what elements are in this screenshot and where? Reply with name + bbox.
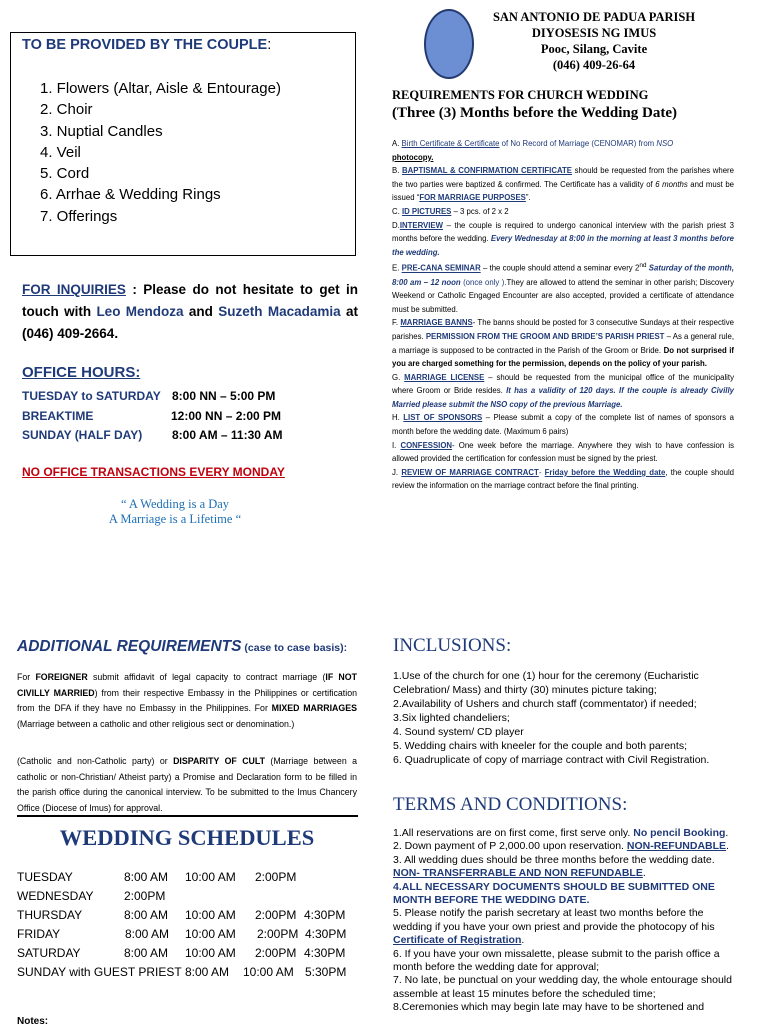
requirements-subtitle: (Three (3) Months before the Wedding Date) xyxy=(392,105,677,121)
schedule-time: 2:00PM xyxy=(255,870,297,884)
requirement-item: A. Birth Certificate & Certificate of No Record of Marriage (CENOMAR) from NSO photocopy. xyxy=(392,139,674,162)
wedding-schedules-title: WEDDING SCHEDULES xyxy=(59,825,315,850)
no-office-notice: NO OFFICE TRANSACTIONS EVERY MONDAY xyxy=(22,465,285,479)
inquiries-label: FOR INQUIRIES xyxy=(22,282,126,297)
schedule-time: 4:30PM xyxy=(304,946,346,960)
schedule-time: 8:00 AM xyxy=(124,946,169,960)
schedule-time: 10:00 AM xyxy=(243,965,294,979)
schedule-time: 5:30PM xyxy=(305,965,347,979)
term-item: 5. Please notify the parish secretary at least two months before the wedding if you have your own priest and provide the photocopy of his Certificate of Registration. xyxy=(393,907,715,947)
inclusion-item: 6. Quadruplicate of copy of marriage contract with Civil Registration. xyxy=(393,754,710,766)
couple-box-title: TO BE PROVIDED BY THE COUPLE: xyxy=(22,37,272,53)
office-hours-row: BREAKTIME 12:00 NN – 2:00 PM xyxy=(22,409,282,423)
couple-item: 4. Veil xyxy=(40,143,81,161)
terms-list xyxy=(393,827,738,1015)
requirement-item: E. PRE-CANA SEMINAR – the couple should attend a seminar every 2nd Saturday of the month, 8:00 am – 12 noon (once only ).They are allowed to attend the seminar in other parish; Discovery Weekend or Catholic Engaged Encounter are also accepted, provided a certificate of attendance must be submitted. xyxy=(392,262,734,314)
couple-item: 3. Nuptial Candles xyxy=(40,122,163,140)
term-item: 8.Ceremonies which may begin late may have to be shortened and xyxy=(393,1001,705,1014)
schedule-day: THURSDAY xyxy=(17,908,83,922)
contact-person-2: Suzeth Macadamia xyxy=(218,304,341,319)
requirements-title: REQUIREMENTS FOR CHURCH WEDDING xyxy=(392,88,649,102)
schedule-time: 2:00PM xyxy=(124,889,166,903)
inclusions-title: INCLUSIONS: xyxy=(393,635,512,656)
couple-item: 1. Flowers (Altar, Aisle & Entourage) xyxy=(40,80,281,97)
office-hours-title: OFFICE HOURS: xyxy=(22,364,141,381)
section-divider xyxy=(17,815,358,817)
schedule-time: 8:00 AM xyxy=(185,965,230,979)
inclusion-item: 5. Wedding chairs with kneeler for the couple and both parents; xyxy=(393,740,687,752)
inclusion-item: 2.Availability of Ushers and church staff (commentator) if needed; xyxy=(393,698,697,710)
term-item: 7. No late, be punctual on your wedding day, the whole entourage should assemble at least 15 minutes before the scheduled time; xyxy=(393,974,732,1000)
schedule-day: TUESDAY xyxy=(17,870,73,884)
office-hours-row: SUNDAY (HALF DAY) 8:00 AM – 11:30 AM xyxy=(22,428,283,442)
inclusion-item: 3.Six lighted chandeliers; xyxy=(393,712,510,724)
schedule-time: 2:00PM xyxy=(257,927,299,941)
schedule-time: 2:00PM xyxy=(255,946,297,960)
requirement-item: J. REVIEW OF MARRIAGE CONTRACT- Friday before the Wedding date, the couple should review the information on the marriage contract before the final printing. xyxy=(392,467,735,491)
couple-item: 6. Arrhae & Wedding Rings xyxy=(40,186,221,204)
notes-label: Notes: xyxy=(17,1016,49,1027)
schedule-time: 8:00 AM xyxy=(124,870,169,884)
term-item: 3. All wedding dues should be three months before the wedding date. NON- TRANSFERRABLE AND NON REFUNDABLE. xyxy=(393,853,715,880)
wedding-quote: “ A Wedding is a Day A Marriage is a Lifetime “ xyxy=(108,497,242,526)
office-hours-row: TUESDAY to SATURDAY 8:00 NN – 5:00 PM xyxy=(22,389,276,403)
term-item: 4.ALL NECESSARY DOCUMENTS SHOULD BE SUBMITTED ONE MONTH BEFORE THE WEDDING DATE. xyxy=(393,880,715,907)
terms-title: TERMS AND CONDITIONS: xyxy=(393,794,628,815)
schedule-time: 8:00 AM xyxy=(124,908,169,922)
requirement-item: H. LIST OF SPONSORS – Please submit a copy of the complete list of names of sponsors a month before the wedding date. (Maximum 6 pairs) xyxy=(392,413,734,437)
schedule-time: 10:00 AM xyxy=(185,927,236,941)
requirement-item: C. ID PICTURES – 3 pcs. of 2 x 2 xyxy=(392,206,509,216)
parish-logo xyxy=(424,9,474,79)
parish-header: SAN ANTONIO DE PADUA PARISH DIYOSESIS NG IMUS Pooc, Silang, Cavite (046) 409-26-64 xyxy=(492,10,696,72)
requirement-item: D.INTERVIEW – the couple is required to undergo canonical interview with the parish priest 3 months before the wedding. Every Wednesday at 8:00 in the morning at least 3 months before the wedding. xyxy=(392,220,734,257)
schedule-day: SATURDAY xyxy=(17,946,81,960)
additional-requirements-title: ADDITIONAL REQUIREMENTS (case to case basis): xyxy=(17,638,348,655)
requirement-item: F. MARRIAGE BANNS- The banns should be posted for 3 consecutive Sundays at their respective parishes. PERMISSION FROM THE GROOM AND BRIDE’S PARISH PRIEST – As a general rule, a marriage is supposed to be contracted in the Parish of the Groom or Bride. Do not surprised if you are charged something for the permission, depends on the policy of your parish. xyxy=(392,318,735,369)
contact-person-1: Leo Mendoza xyxy=(96,304,184,319)
couple-items-list xyxy=(40,78,281,227)
additional-paragraph-2: (Catholic and non-Catholic party) or DISPARITY OF CULT (Marriage between a catholic or non-Christian/ Atheist party) a Promise and Declaration form to be filled in the parish office during the canonical interview. To be submitted to the Imus Chancery Office (Diocese of Imus) for approval. xyxy=(17,756,358,813)
term-item: 2. Down payment of P 2,000.00 upon reservation. NON-REFUNDABLE. xyxy=(393,840,729,853)
couple-item: 5. Cord xyxy=(40,165,90,183)
schedule-time: 8:00 AM xyxy=(125,927,170,941)
schedule-time: 4:30PM xyxy=(305,927,347,941)
requirement-item: B. BAPTISMAL & CONFIRMATION CERTIFICATE should be requested from the parishes where the two parties were baptized & confirmed. The Certificate has a validity of 6 months and must be issued “FOR MARRIAGE PURPOSES”. xyxy=(392,166,734,203)
inclusion-item: 4. Sound system/ CD player xyxy=(393,726,524,738)
schedule-time: 10:00 AM xyxy=(185,908,236,922)
schedule-time: 10:00 AM xyxy=(185,870,236,884)
inclusions-list xyxy=(393,669,738,767)
schedule-day: WEDNESDAY xyxy=(17,889,94,903)
inquiries-paragraph: FOR INQUIRIES : Please do not hesitate to get in touch with Leo Mendoza and Suzeth Macadamia at (046) 409-2664. xyxy=(22,282,358,341)
couple-item: 7. Offerings xyxy=(40,207,118,225)
schedule-day: SUNDAY with GUEST PRIEST xyxy=(17,965,182,979)
additional-paragraph-1: For FOREIGNER submit affidavit of legal capacity to contract marriage (IF NOT CIVILLY MARRIED) from their respective Embassy in the Philippines or certification from the DFA if they have no Embassy in the Philippines. For MIXED MARRIAGES (Marriage between a catholic and other religious sect or denomination.) xyxy=(17,672,357,729)
inclusion-item: 1.Use of the church for one (1) hour for the ceremony (Eucharistic Celebration/ Mass) and thirty (30) minutes picture taking; xyxy=(393,670,699,696)
requirement-item: G. MARRIAGE LICENSE – should be requested from the municipal office of the municipality where Groom or Bride resides. It has a validity of 120 days. If the couple is already Civilly Married please submit the NSO copy of the previous Marriage. xyxy=(392,372,734,409)
schedule-day: FRIDAY xyxy=(17,927,61,941)
schedule-time: 2:00PM xyxy=(255,908,297,922)
requirements-list xyxy=(392,137,734,493)
requirement-item: I. CONFESSION- One week before the marriage. Anywhere they wish to have confession is allowed provided the certification for confession must be signed by the priest. xyxy=(392,440,734,464)
schedule-time: 10:00 AM xyxy=(185,946,236,960)
term-item: 1.All reservations are on first come, first serve only. No pencil Booking. xyxy=(393,827,729,839)
schedule-time: 4:30PM xyxy=(304,908,346,922)
term-item: 6. If you have your own missalette, please submit to the parish office a month before the wedding date for approval; xyxy=(393,947,720,974)
couple-item: 2. Choir xyxy=(40,101,93,119)
